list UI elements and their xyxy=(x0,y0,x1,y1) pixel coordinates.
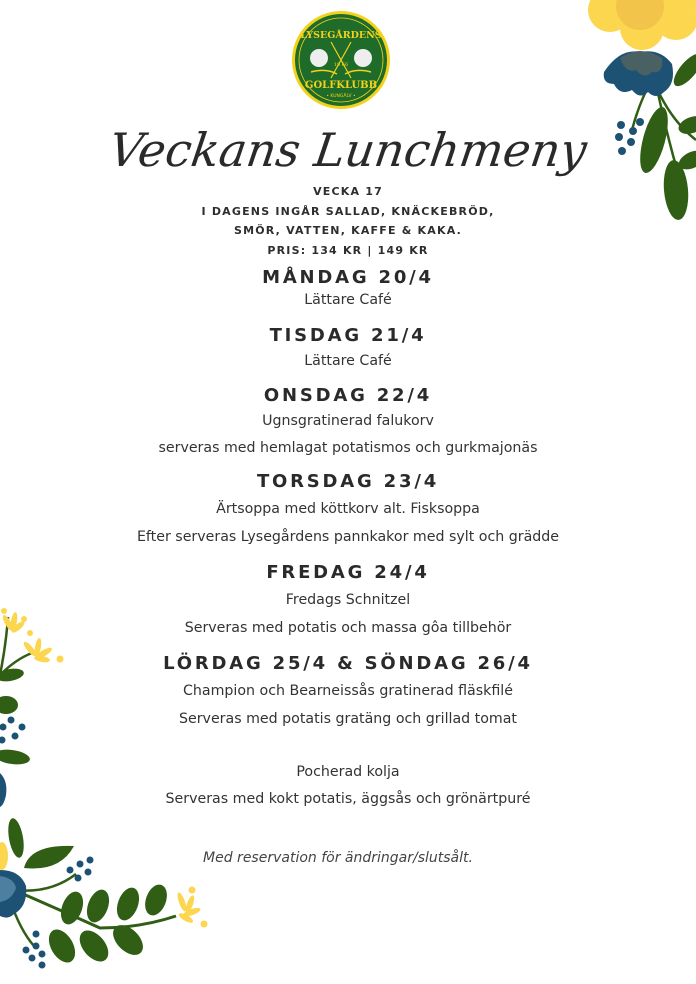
reservation-note: Med reservation för ändringar/slutsålt. xyxy=(203,850,473,866)
day-heading: MÅNDAG 20/4 xyxy=(262,267,434,288)
page-title: Veckans Lunchmeny xyxy=(105,123,591,177)
dish: Serveras med kokt potatis, äggsås och grönärtpuré xyxy=(165,791,531,807)
day-heading: TISDAG 21/4 xyxy=(269,325,427,346)
menu-day-wednesday xyxy=(0,384,696,462)
logo-bottom-text: GOLFKLUBB xyxy=(304,80,378,91)
day-heading: FREDAG 24/4 xyxy=(266,562,430,583)
dish: Serveras med potatis och massa gôa tillbehör xyxy=(184,620,512,636)
dish: Lättare Café xyxy=(304,353,392,369)
dish: Ugnsgratinerad falukorv xyxy=(262,413,434,429)
week-label: VECKA 17 xyxy=(313,185,383,198)
menu-day-weekend xyxy=(0,652,696,813)
includes-line-2: SMÖR, VATTEN, KAFFE & KAKA. xyxy=(233,224,462,237)
logo-place: • KUNGÄLV • xyxy=(326,94,356,99)
dish: Champion och Bearneissås gratinerad fläskfilé xyxy=(183,683,513,699)
logo-year: 19 66 xyxy=(333,62,349,68)
includes-line-1: I DAGENS INGÅR SALLAD, KNÄCKEBRÖD, xyxy=(201,204,495,218)
floral-decoration-bottom-left xyxy=(0,810,220,984)
dish: Lättare Café xyxy=(304,292,392,308)
menu-day-thursday xyxy=(0,470,696,551)
dish: Pocherad kolja xyxy=(296,764,400,780)
logo-top-text: LYSEGÅRDENS xyxy=(300,30,382,41)
menu-day-monday xyxy=(0,266,696,310)
dish: Ärtsoppa med köttkorv alt. Fisksoppa xyxy=(216,501,480,517)
price-label: PRIS: 134 KR | 149 KR xyxy=(267,243,429,257)
day-heading: ONSDAG 22/4 xyxy=(263,385,433,406)
menu-day-friday xyxy=(0,561,696,642)
dish: serveras med hemlagat potatismos och gurkmajonäs xyxy=(158,440,538,456)
golf-club-logo xyxy=(291,10,391,110)
dish: Efter serveras Lysegårdens pannkakor med sylt och grädde xyxy=(136,529,560,545)
day-heading: LÖRDAG 25/4 & SÖNDAG 26/4 xyxy=(163,653,533,674)
info-block xyxy=(0,182,696,260)
menu-day-tuesday xyxy=(0,324,696,374)
dish: Fredags Schnitzel xyxy=(285,592,411,608)
dish: Serveras med potatis gratäng och grillad tomat xyxy=(178,711,517,727)
day-heading: TORSDAG 23/4 xyxy=(256,471,440,492)
